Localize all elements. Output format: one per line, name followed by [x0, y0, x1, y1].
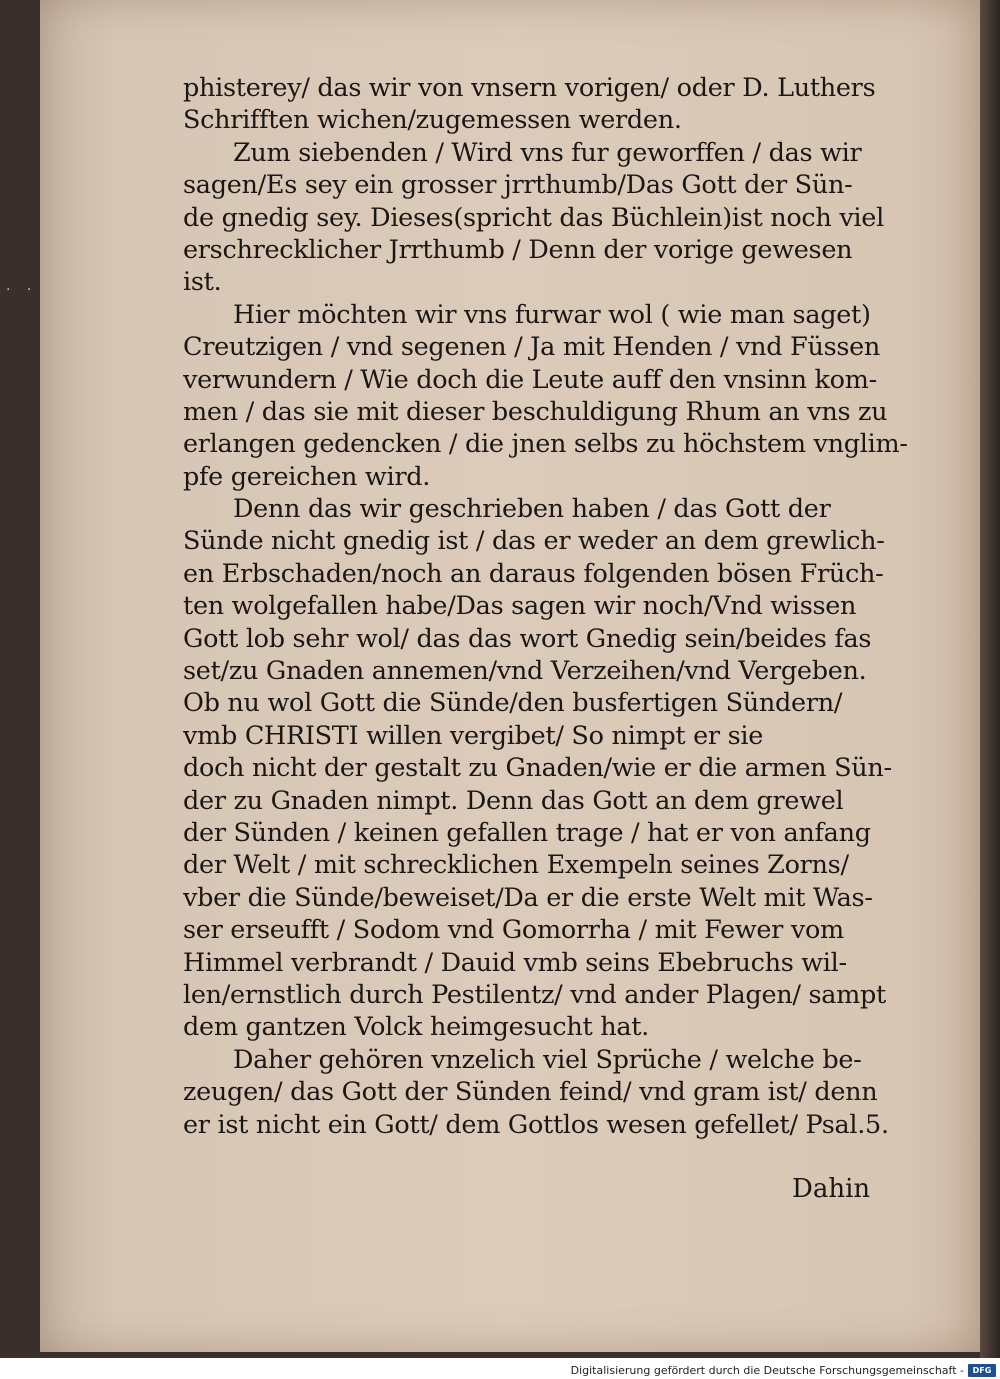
text-line: Zum siebenden / Wird vns fur geworffen / das wir [233, 137, 862, 168]
catchword: Dahin [792, 1174, 871, 1204]
text-line: verwundern / Wie doch die Leute auff den vnsinn kom- [183, 364, 877, 395]
text-line: ist. [183, 267, 222, 298]
text-line: en Erbschaden/noch an daraus folgenden bösen Früch- [183, 558, 884, 589]
text-line: set/zu Gnaden annemen/vnd Verzeihen/vnd Vergeben. [183, 656, 867, 687]
body-text [183, 72, 913, 1141]
text-line: pfe gereichen wird. [183, 461, 431, 492]
text-line: Sünde nicht gnedig ist / das er weder an dem grewlich- [183, 526, 885, 557]
text-line: Gott lob sehr wol/ das das wort Gnedig sein/beides fas [183, 623, 872, 654]
text-line: len/ernstlich durch Pestilentz/ vnd ander Plagen/ sampt [183, 979, 886, 1010]
text-line: Creutzigen / vnd segenen / Ja mit Henden / vnd Füssen [183, 332, 881, 363]
text-line: ser erseufft / Sodom vnd Gomorrha / mit Fewer vom [183, 915, 844, 946]
footer-credit-text: Digitalisierung gefördert durch die Deutsche Forschungsgemeinschaft - [570, 1363, 964, 1377]
page-edge [980, 0, 1000, 1358]
text-line: doch nicht der gestalt zu Gnaden/wie er die armen Sün- [183, 753, 892, 784]
footer-credit [571, 1362, 996, 1378]
text-line: dem gantzen Volck heimgesucht hat. [183, 1012, 649, 1043]
text-line: Daher gehören vnzelich viel Sprüche / welche be- [233, 1044, 862, 1075]
text-line: phisterey/ das wir von vnsern vorigen/ oder D. Luthers [183, 73, 876, 103]
text-line: sagen/Es sey ein grosser jrrthumb/Das Gott der Sün- [183, 170, 853, 201]
text-line: erschrecklicher Jrrthumb / Denn der vorige gewesen [183, 234, 853, 265]
text-line: er ist nicht ein Gott/ dem Gottlos wesen gefellet/ Psal.5. [183, 1109, 889, 1140]
text-line: Ob nu wol Gott die Sünde/den busfertigen Sündern/ [183, 688, 843, 719]
text-line: vber die Sünde/beweiset/Da er die erste Welt mit Was- [183, 882, 873, 913]
text-line: de gnedig sey. Dieses(spricht das Büchlein)ist noch viel [183, 202, 884, 233]
text-line: der zu Gnaden nimpt. Denn das Gott an dem grewel [183, 785, 844, 816]
text-line: Denn das wir geschrieben haben / das Gott der [233, 494, 831, 525]
text-line: vmb CHRISTI willen vergibet/ So nimpt er sie [183, 720, 764, 751]
text-line: der Sünden / keinen gefallen trage / hat er von anfang [183, 817, 871, 848]
text-line: Himmel verbrandt / Dauid vmb seins Ebebruchs wil- [183, 947, 847, 978]
text-line: Hier möchten wir vns furwar wol ( wie man saget) [233, 299, 871, 330]
text-line: men / das sie mit dieser beschuldigung Rhum an vns zu [183, 396, 888, 427]
text-line: erlangen gedencken / die jnen selbs zu höchstem vnglim- [183, 429, 908, 460]
text-line: zeugen/ das Gott der Sünden feind/ vnd gram ist/ denn [183, 1077, 878, 1108]
dfg-logo: DFG [968, 1364, 996, 1377]
text-line: Schrifften wichen/zugemessen werden. [183, 105, 682, 136]
text-line: ten wolgefallen habe/Das sagen wir noch/Vnd wissen [183, 591, 857, 622]
text-line: der Welt / mit schrecklichen Exempeln seines Zorns/ [183, 850, 849, 881]
margin-marks: · · [6, 282, 38, 298]
